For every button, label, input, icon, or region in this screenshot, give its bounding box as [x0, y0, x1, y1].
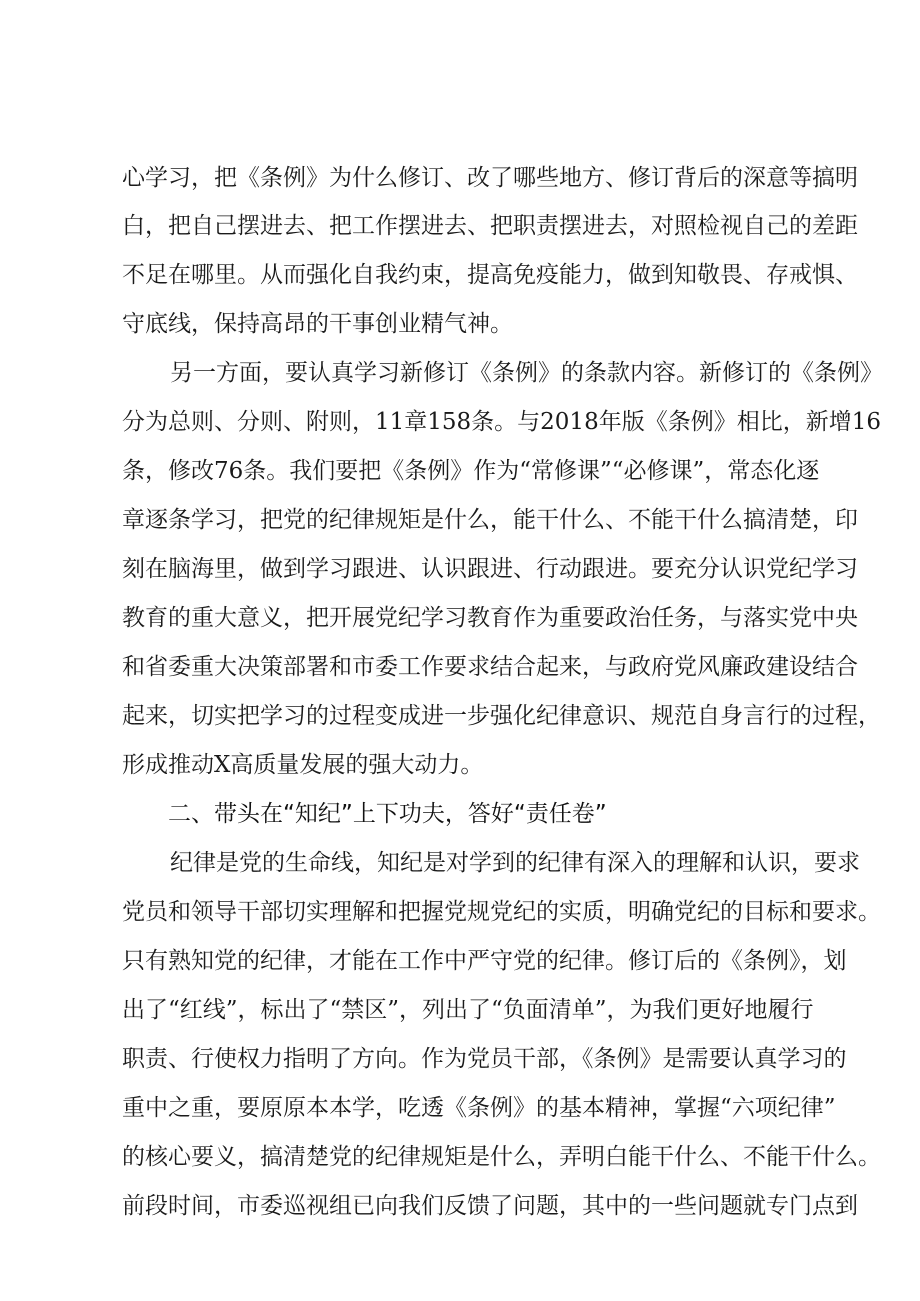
- text-line: 起来，切实把学习的过程变成进一步强化纪律意识、规范自身言行的过程，: [122, 703, 881, 729]
- text-line: 白，把自己摆进去、把工作摆进去、把职责摆进去，对照检视自己的差距: [122, 213, 858, 239]
- text-line: 分为总则、分则、附则，11章158条。与2018年版《条例》相比，新增16: [122, 409, 881, 435]
- text-line: 条，修改76条。我们要把《条例》作为“常修课”“必修课”，常态化逐: [122, 458, 820, 484]
- text-line: 职责、行使权力指明了方向。作为党员干部，《条例》是需要认真学习的: [122, 1046, 847, 1072]
- text-line: 守底线，保持高昂的干事创业精气神。: [122, 311, 513, 337]
- text-line: 刻在脑海里，做到学习跟进、认识跟进、行动跟进。要充分认识党纪学习: [122, 556, 858, 582]
- text-line: 心学习，把《条例》为什么修订、改了哪些地方、修订背后的深意等搞明: [122, 165, 858, 191]
- text-line: 党员和领导干部切实理解和把握党规党纪的实质，明确党纪的目标和要求。: [122, 899, 881, 925]
- section-heading: 二、带头在“知纪”上下功夫，答好“责任卷”: [168, 801, 607, 827]
- text-line: 章逐条学习，把党的纪律规矩是什么，能干什么、不能干什么搞清楚，印: [122, 507, 858, 533]
- text-line: 出了“红线”，标出了“禁区”，列出了“负面清单”，为我们更好地履行: [122, 997, 814, 1023]
- text-line: 纪律是党的生命线，知纪是对学到的纪律有深入的理解和认识，要求: [170, 850, 860, 876]
- text-line: 不足在哪里。从而强化自我约束，提高免疫能力，做到知敬畏、存戒惧、: [122, 262, 858, 288]
- text-line: 前段时间，市委巡视组已向我们反馈了问题，其中的一些问题就专门点到: [122, 1193, 858, 1219]
- text-line: 另一方面，要认真学习新修订《条例》的条款内容。新修订的《条例》: [170, 360, 883, 386]
- text-line: 形成推动X高质量发展的强大动力。: [122, 752, 484, 778]
- text-line: 的核心要义，搞清楚党的纪律规矩是什么，弄明白能干什么、不能干什么。: [122, 1144, 881, 1170]
- text-line: 只有熟知党的纪律，才能在工作中严守党的纪律。修订后的《条例》，划: [122, 948, 847, 974]
- text-line: 和省委重大决策部署和市委工作要求结合起来，与政府党风廉政建设结合: [122, 654, 858, 680]
- text-line: 教育的重大意义，把开展党纪学习教育作为重要政治任务，与落实党中央: [122, 605, 858, 631]
- text-line: 重中之重，要原原本本学，吃透《条例》的基本精神，掌握“六项纪律”: [122, 1095, 836, 1121]
